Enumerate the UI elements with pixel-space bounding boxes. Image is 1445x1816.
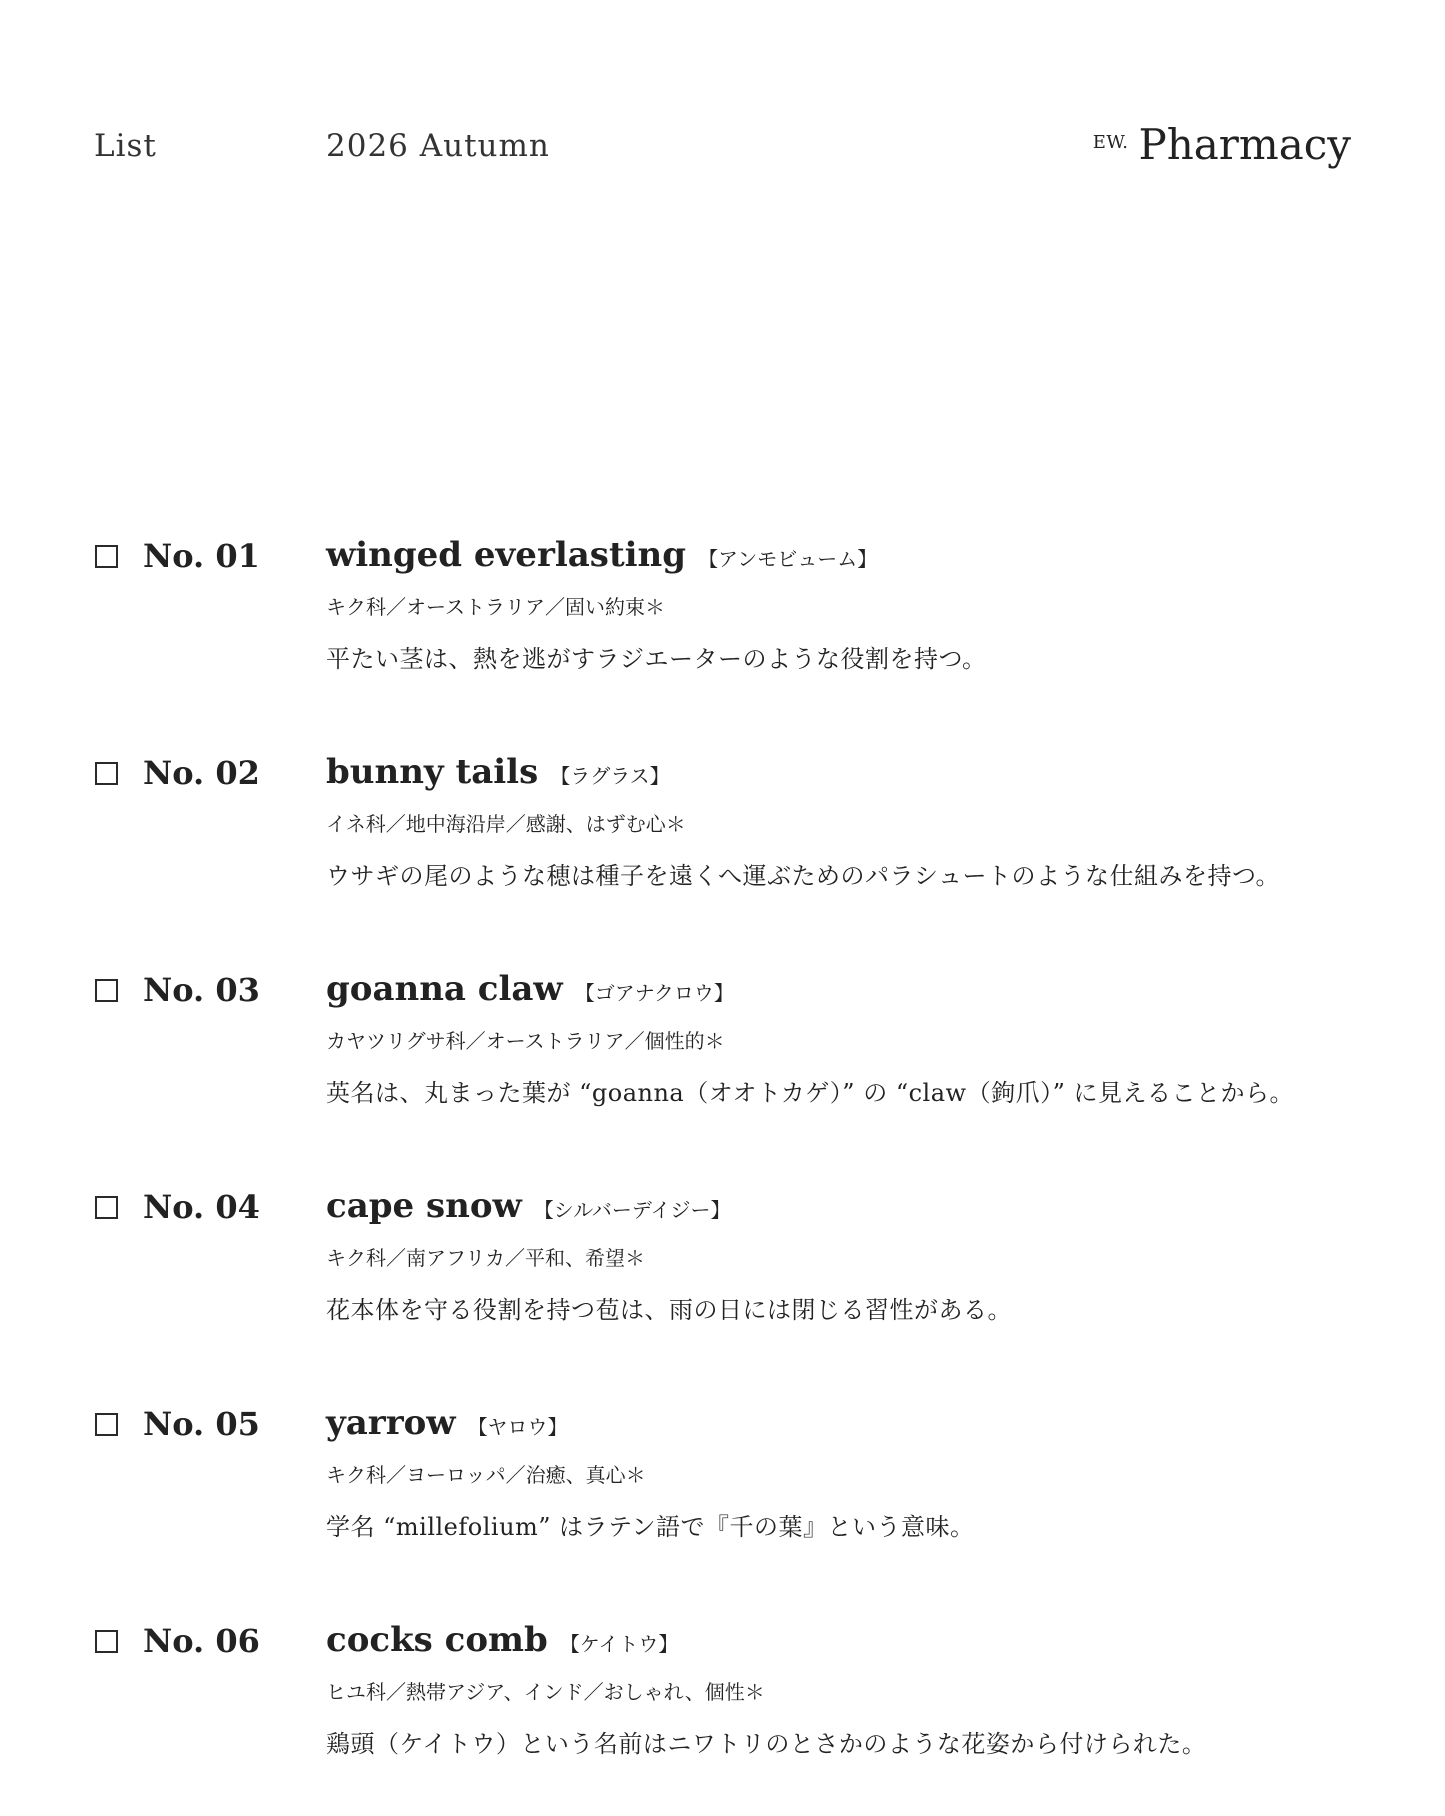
item-checkbox[interactable] [95,1196,118,1219]
item-kana: 【ゴアナクロウ】 [574,981,734,1005]
item-content [326,1186,1426,1325]
item-meta: キク科／オーストラリア／固い約束＊ [326,595,665,619]
item-checkbox[interactable] [95,1413,118,1436]
item-number: No. 06 [143,1622,260,1660]
item-checkbox[interactable] [95,762,118,785]
item-kana: 【シルバーデイジー】 [533,1198,731,1222]
brand-prefix: EW. [1092,132,1129,153]
item-number: No. 05 [143,1405,260,1443]
brand-name: Pharmacy [1138,120,1351,169]
item-note: 鶏頭（ケイトウ）という名前はニワトリのとさかのような花姿から付けられた。 [326,1730,1207,1758]
item-name: cape snow [326,1186,522,1226]
item-number: No. 04 [143,1188,260,1226]
item-content [326,535,1426,674]
item-kana: 【アンモビューム】 [698,547,878,571]
header [0,0,1445,220]
item-meta: ヒユ科／熱帯アジア、インド／おしゃれ、個性＊ [326,1680,765,1704]
item-content [326,1403,1426,1542]
item-kana: 【ラグラス】 [550,764,670,788]
item-note: 花本体を守る役割を持つ苞は、雨の日には閉じる習性がある。 [326,1296,1012,1324]
list-item [0,969,1445,1129]
item-name: cocks comb [326,1620,548,1660]
item-note: ウサギの尾のような穂は種子を遠くへ運ぶためのパラシュートのような仕組みを持つ。 [326,862,1281,890]
item-meta: キク科／南アフリカ／平和、希望＊ [326,1246,645,1270]
item-checkbox[interactable] [95,1630,118,1653]
item-number: No. 02 [143,754,260,792]
item-note: 学名 “millefolium” はラテン語で『千の葉』という意味。 [326,1513,975,1541]
item-title-line [326,1403,1426,1447]
item-content [326,1620,1426,1759]
item-number: No. 03 [143,971,260,1009]
item-name: goanna claw [326,969,563,1009]
item-content [326,752,1426,891]
item-note: 英名は、丸まった葉が “goanna（オオトカゲ）” の “claw（鉤爪）” に見えることから。 [326,1079,1294,1107]
item-number: No. 01 [143,537,260,575]
item-meta: カヤツリグサ科／オーストラリア／個性的＊ [326,1029,725,1053]
list-label: List [94,128,157,164]
item-title-line [326,752,1426,796]
item-title-line [326,535,1426,579]
item-name: yarrow [326,1403,456,1443]
item-name: winged everlasting [326,535,687,575]
item-checkbox[interactable] [95,979,118,1002]
item-name: bunny tails [326,752,539,792]
item-kana: 【ケイトウ】 [559,1632,679,1656]
item-content [326,969,1426,1108]
item-note: 平たい茎は、熱を逃がすラジエーターのような役割を持つ。 [326,645,987,673]
list-item [0,535,1445,695]
list-item [0,1403,1445,1563]
item-title-line [326,1620,1426,1664]
item-title-line [326,1186,1426,1230]
season-label: 2026 Autumn [326,128,550,164]
list-item [0,1620,1445,1780]
item-kana: 【ヤロウ】 [467,1415,568,1439]
item-title-line [326,969,1426,1013]
brand-logo [1092,120,1351,169]
item-meta: キク科／ヨーロッパ／治癒、真心＊ [326,1463,646,1487]
item-checkbox[interactable] [95,545,118,568]
item-meta: イネ科／地中海沿岸／感謝、はずむ心＊ [326,812,686,836]
list-item [0,1186,1445,1346]
list-item [0,752,1445,912]
